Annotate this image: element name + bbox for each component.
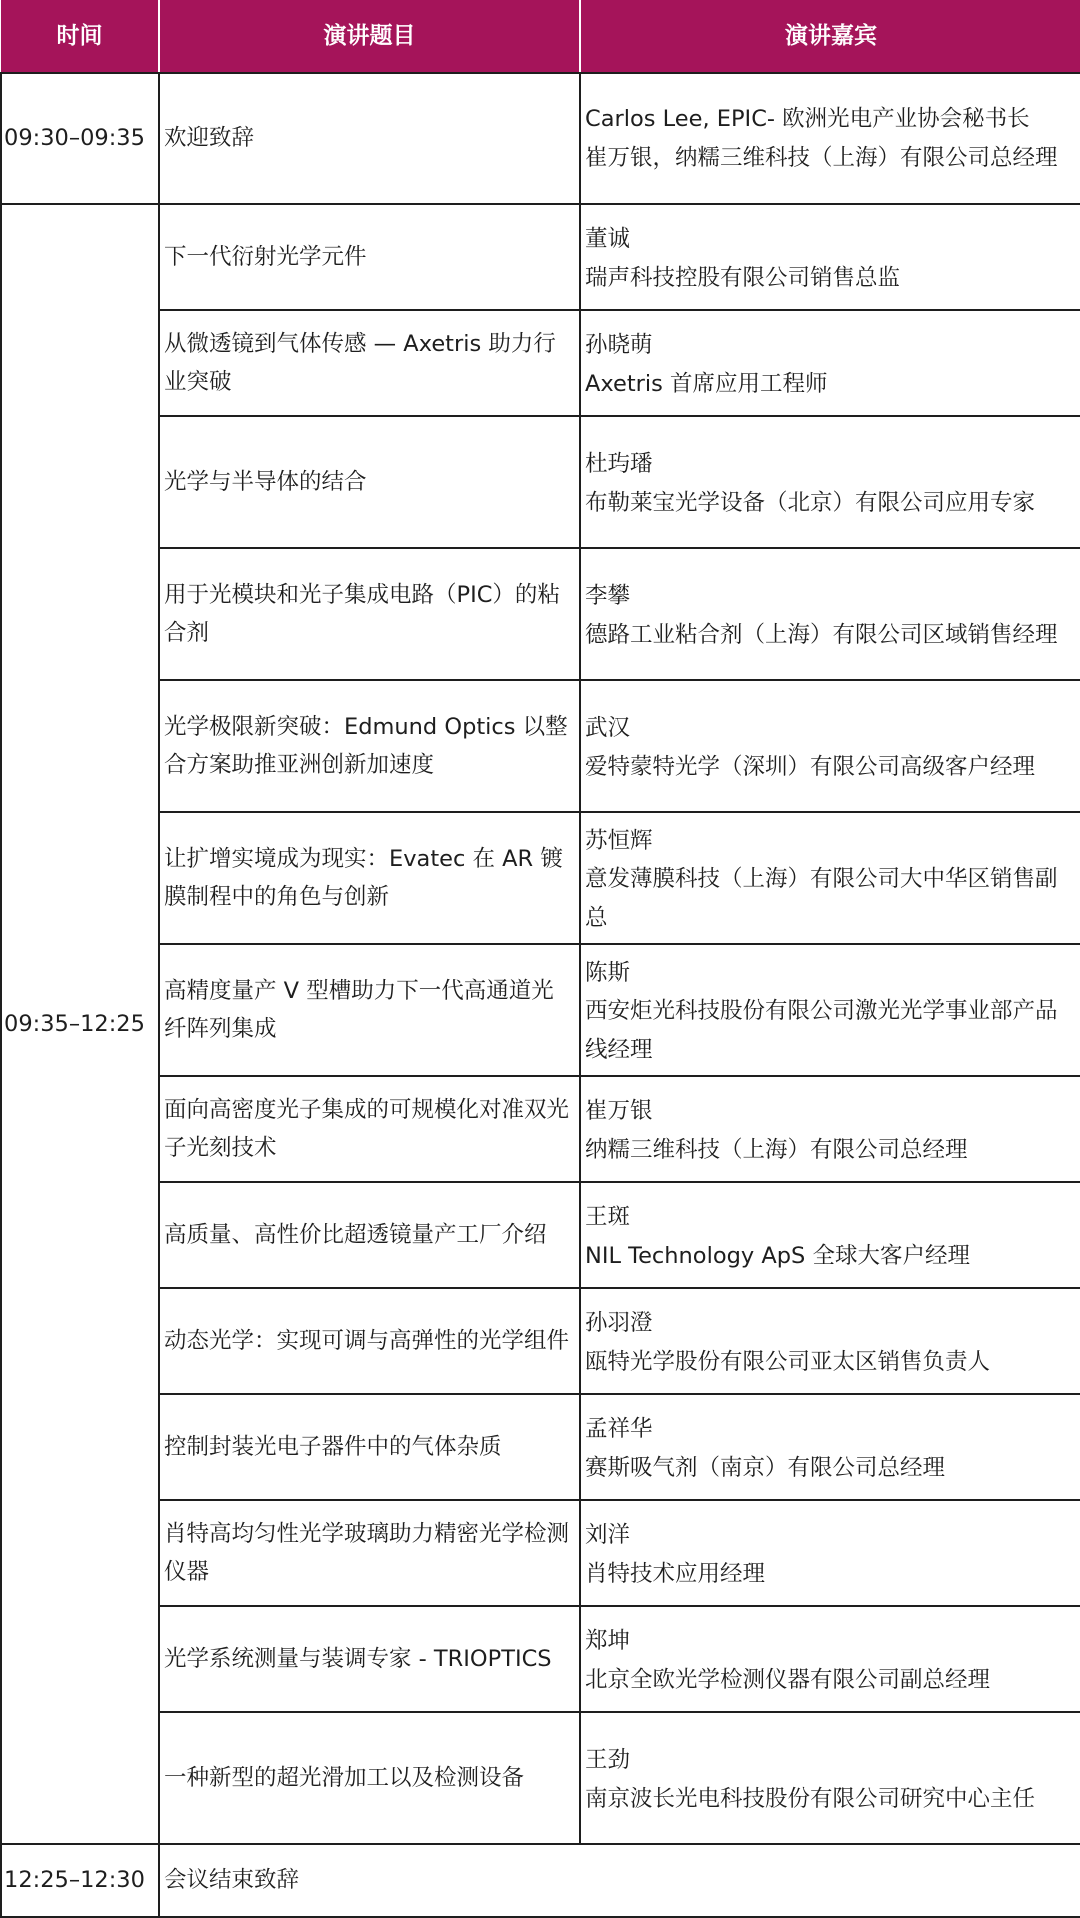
talk-topic: 高质量、高性价比超透镜量产工厂介绍 bbox=[159, 1182, 580, 1288]
speaker-title: 赛斯吸气剂（南京）有限公司总经理 bbox=[585, 1454, 946, 1481]
talk-speaker bbox=[580, 1394, 1080, 1500]
talk-topic: 下一代衍射光学元件 bbox=[159, 204, 580, 310]
talk-speaker bbox=[580, 1500, 1080, 1606]
talk-speaker bbox=[580, 680, 1080, 812]
closing-topic: 会议结束致辞 bbox=[159, 1844, 1080, 1917]
opening-row bbox=[1, 73, 1080, 204]
speaker-name: 王斑 bbox=[585, 1204, 631, 1230]
talk-row bbox=[1, 1076, 1080, 1182]
talk-row bbox=[1, 1288, 1080, 1394]
talk-speaker bbox=[580, 416, 1080, 548]
speaker-title: NIL Technology ApS 全球大客户经理 bbox=[585, 1242, 970, 1269]
speaker-title: 布勒莱宝光学设备（北京）有限公司应用专家 bbox=[585, 489, 1036, 516]
talk-row bbox=[1, 812, 1080, 944]
speaker-title: 南京波长光电科技股份有限公司研究中心主任 bbox=[585, 1785, 1036, 1812]
talk-speaker bbox=[580, 944, 1080, 1076]
speaker-name: 孙羽澄 bbox=[585, 1310, 653, 1336]
header-time: 时间 bbox=[1, 0, 159, 73]
talk-row bbox=[1, 944, 1080, 1076]
speaker-title: 德路工业粘合剂（上海）有限公司区域销售经理 bbox=[585, 621, 1058, 648]
talk-row bbox=[1, 548, 1080, 680]
talk-topic: 光学系统测量与装调专家 - TRIOPTICS bbox=[159, 1606, 580, 1712]
opening-speakers bbox=[580, 73, 1080, 204]
speaker-name: 李攀 bbox=[585, 583, 631, 609]
speaker-name: 崔万银 bbox=[585, 1098, 653, 1124]
talk-speaker bbox=[580, 204, 1080, 310]
talk-topic: 让扩增实境成为现实：Evatec 在 AR 镀膜制程中的角色与创新 bbox=[159, 812, 580, 944]
talk-row bbox=[1, 204, 1080, 310]
speaker-title: 北京全欧光学检测仪器有限公司副总经理 bbox=[585, 1666, 991, 1693]
speaker-name: 武汉 bbox=[585, 715, 631, 741]
speaker-name: 杜玙璠 bbox=[585, 451, 653, 477]
talk-topic: 用于光模块和光子集成电路（PIC）的粘合剂 bbox=[159, 548, 580, 680]
talk-topic: 一种新型的超光滑加工以及检测设备 bbox=[159, 1712, 580, 1844]
talk-row bbox=[1, 1182, 1080, 1288]
header-speaker: 演讲嘉宾 bbox=[580, 0, 1080, 73]
closing-time: 12:25–12:30 bbox=[1, 1844, 159, 1917]
header-topic: 演讲题目 bbox=[159, 0, 580, 73]
talk-row bbox=[1, 1394, 1080, 1500]
speaker-title: Axetris 首席应用工程师 bbox=[585, 370, 828, 397]
talk-topic: 光学与半导体的结合 bbox=[159, 416, 580, 548]
talk-speaker bbox=[580, 1712, 1080, 1844]
speaker-name: 陈斯 bbox=[585, 959, 631, 986]
talk-speaker bbox=[580, 1076, 1080, 1182]
talk-topic: 高精度量产 V 型槽助力下一代高通道光纤阵列集成 bbox=[159, 944, 580, 1076]
talk-row bbox=[1, 416, 1080, 548]
talk-speaker bbox=[580, 1182, 1080, 1288]
speaker-title: 瑞声科技控股有限公司销售总监 bbox=[585, 264, 901, 291]
speaker-name: 刘洋 bbox=[585, 1522, 631, 1548]
talk-speaker bbox=[580, 812, 1080, 944]
opening-time: 09:30–09:35 bbox=[1, 73, 159, 204]
talk-speaker bbox=[580, 1606, 1080, 1712]
speaker-name: 王劲 bbox=[585, 1747, 631, 1773]
speaker-name: 郑坤 bbox=[585, 1628, 631, 1654]
header-row bbox=[1, 0, 1080, 73]
speaker-title: 纳糯三维科技（上海）有限公司总经理 bbox=[585, 1136, 968, 1163]
talk-row bbox=[1, 1712, 1080, 1844]
talk-topic: 面向高密度光子集成的可规模化对准双光子光刻技术 bbox=[159, 1076, 580, 1182]
talk-row bbox=[1, 1606, 1080, 1712]
opening-speaker-1: Carlos Lee, EPIC- 欧洲光电产业协会秘书长 bbox=[585, 106, 1030, 132]
opening-topic: 欢迎致辞 bbox=[159, 73, 580, 204]
talk-row bbox=[1, 310, 1080, 416]
talk-topic: 光学极限新突破：Edmund Optics 以整合方案助推亚洲创新加速度 bbox=[159, 680, 580, 812]
speaker-name: 孙晓萌 bbox=[585, 332, 653, 358]
talk-row bbox=[1, 680, 1080, 812]
talk-speaker bbox=[580, 1288, 1080, 1394]
talk-topic: 从微透镜到气体传感 — Axetris 助力行业突破 bbox=[159, 310, 580, 416]
speaker-title: 爱特蒙特光学（深圳）有限公司高级客户经理 bbox=[585, 753, 1036, 780]
speaker-name: 董诚 bbox=[585, 226, 631, 252]
speaker-title: 瓯特光学股份有限公司亚太区销售负责人 bbox=[585, 1348, 991, 1375]
talk-topic: 控制封装光电子器件中的气体杂质 bbox=[159, 1394, 580, 1500]
talk-row bbox=[1, 1500, 1080, 1606]
session-time: 09:35–12:25 bbox=[1, 204, 159, 1844]
speaker-title: 意发薄膜科技（上海）有限公司大中华区销售副总 bbox=[585, 866, 1058, 931]
speaker-title: 西安炬光科技股份有限公司激光光学事业部产品线经理 bbox=[585, 998, 1058, 1063]
closing-row bbox=[1, 1844, 1080, 1917]
talk-topic: 动态光学：实现可调与高弹性的光学组件 bbox=[159, 1288, 580, 1394]
speaker-title: 肖特技术应用经理 bbox=[585, 1560, 766, 1587]
talk-speaker bbox=[580, 310, 1080, 416]
talk-speaker bbox=[580, 548, 1080, 680]
speaker-name: 孟祥华 bbox=[585, 1416, 653, 1442]
opening-speaker-2: 崔万银，纳糯三维科技（上海）有限公司总经理 bbox=[585, 144, 1058, 171]
speaker-name: 苏恒辉 bbox=[585, 827, 653, 854]
talk-topic: 肖特高均匀性光学玻璃助力精密光学检测仪器 bbox=[159, 1500, 580, 1606]
